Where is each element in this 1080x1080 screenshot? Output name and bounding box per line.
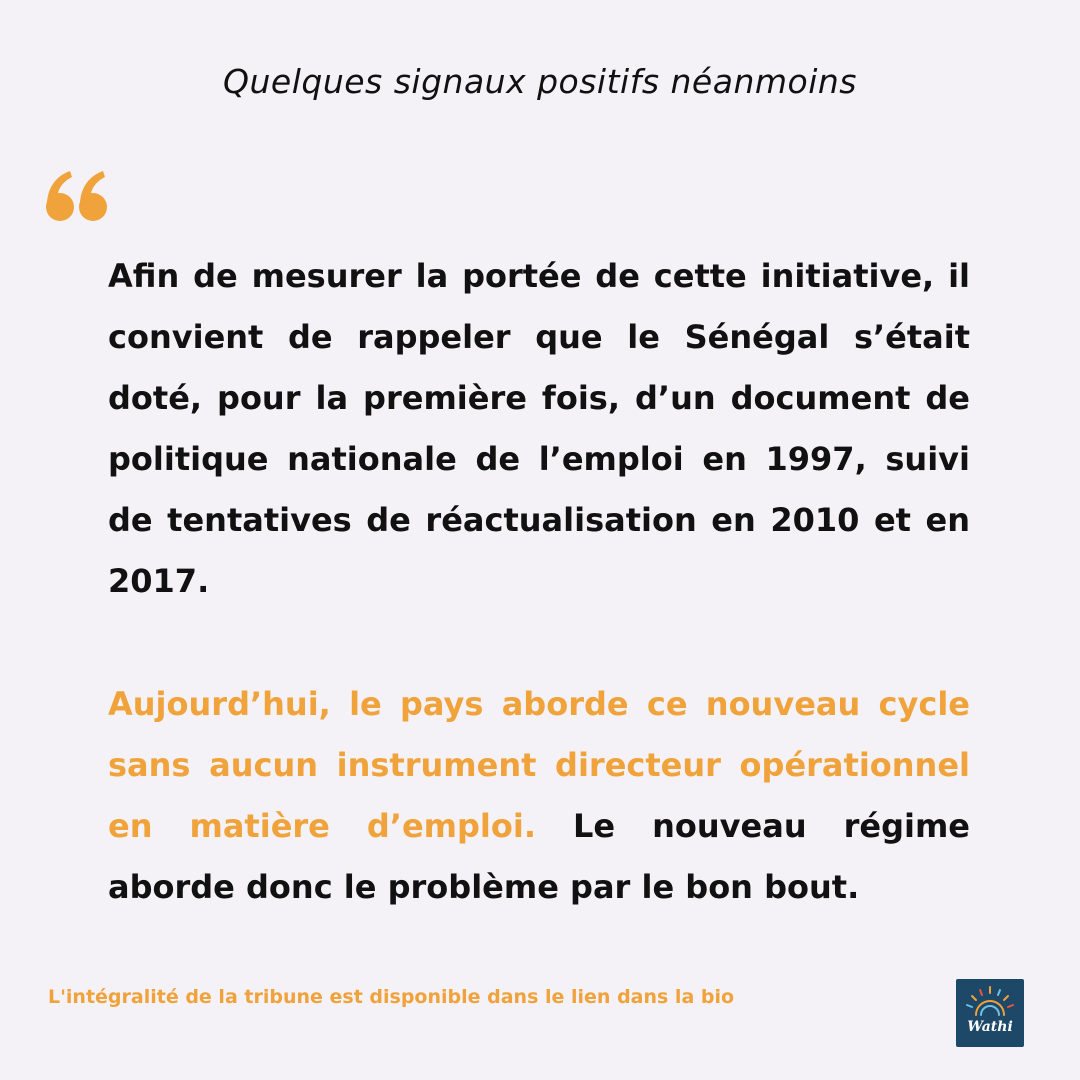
paragraph-2-rest: Le nouveau régime aborde donc le problème par le bon bout. [108, 807, 971, 906]
page-heading: Quelques signaux positifs néanmoins [223, 62, 857, 101]
paragraph-2-highlight: Aujourd’hui, le pays aborde ce nouveau cycle sans aucun instrument directeur opérationnel en matière d’emploi. [108, 685, 970, 845]
sun-rays-logo-icon [956, 979, 1024, 1047]
wathi-logo [956, 979, 1024, 1047]
paragraph-1: Afin de mesurer la portée de cette initiative, il convient de rappeler que le Sénégal s’était doté, pour la première fois, d’un document de politique nationale de l’emploi en 1997, suivi de tentatives de réactualisation en 2010 et en 2017. [108, 257, 970, 600]
footer-link-text: L'intégralité de la tribune est disponible dans le lien dans la bio [48, 986, 735, 1008]
opening-quote-icon [44, 168, 110, 224]
logo-text: Wathi [967, 1019, 1013, 1035]
paragraph-2 [108, 674, 970, 918]
